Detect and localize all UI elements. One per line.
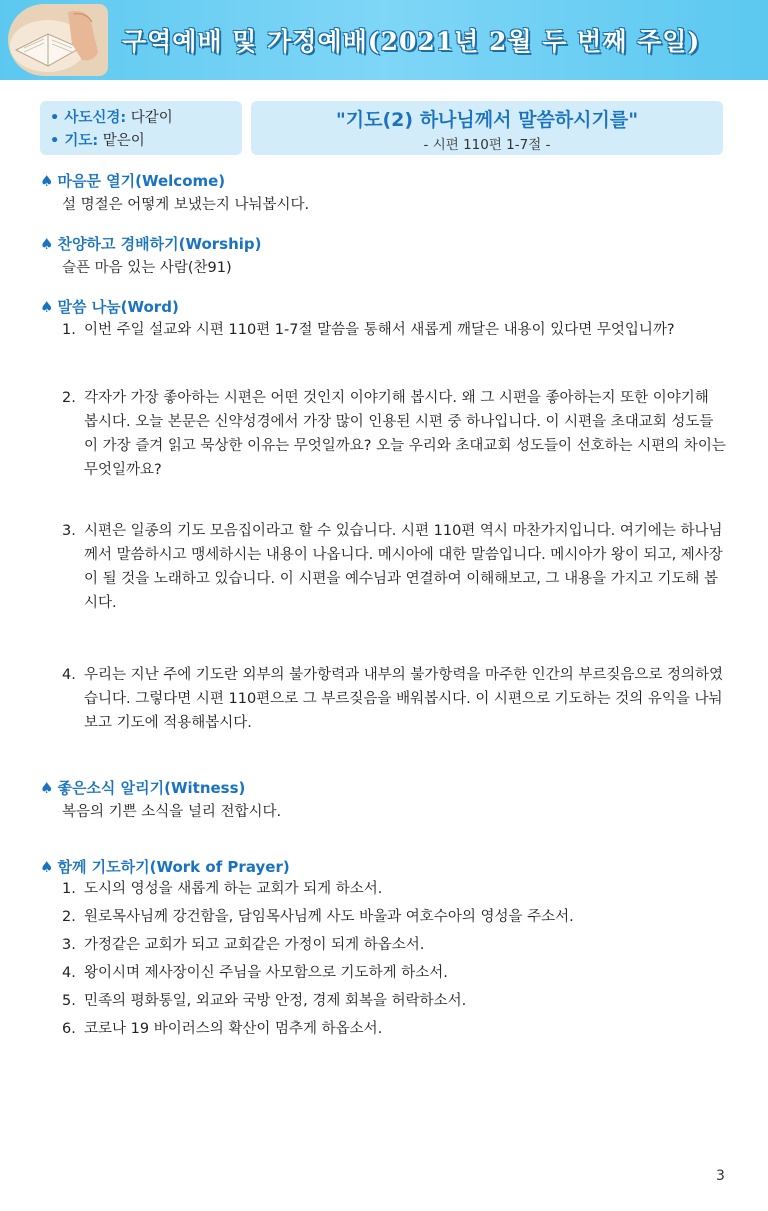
prayer-value: 맡은이: [102, 133, 145, 149]
section-word-heading: ♠ 말씀 나눔(Word): [40, 298, 179, 316]
prayer-line: [50, 129, 145, 150]
section-worship-heading: ♠ 찬양하고 경배하기(Worship): [40, 235, 262, 253]
word-question-1: 1. 이번 주일 설교와 시편 110편 1-7절 말씀을 통해서 새롭게 깨달은 내용이 있다면 무엇입니까?: [62, 322, 675, 338]
prayer-label: • 기도:: [50, 133, 99, 149]
page-number: 3: [716, 1168, 725, 1184]
spade-icon: ♠: [40, 172, 54, 190]
section-welcome-heading: ♠ 마음문 열기(Welcome): [40, 172, 226, 190]
section-worship-body: 슬픈 마음 있는 사람(찬91): [62, 260, 232, 276]
sermon-scripture: - 시편 110편 1-7절 -: [423, 137, 551, 153]
prayer-item-6: 6. 코로나 19 바이러스의 확산이 멈추게 하옵소서.: [62, 1021, 383, 1037]
prayer-item-2: 2. 원로목사님께 강건함을, 담임목사님께 사도 바울과 여호수아의 영성을 주소서.: [62, 909, 574, 925]
prayer-item-3: 3. 가정같은 교회가 되고 교회같은 가정이 되게 하옵소서.: [62, 937, 425, 953]
prayer-item-5: 5. 민족의 평화통일, 외교와 국방 안정, 경제 회복을 허락하소서.: [62, 993, 467, 1009]
creed-line: [50, 106, 173, 127]
page-title: 구역예배 및 가정예배(2021년 2월 두 번째 주일): [122, 27, 701, 56]
sermon-box: [251, 101, 723, 155]
bible-prayer-hands-icon: [8, 4, 108, 76]
header-banner: [0, 0, 768, 80]
section-prayer-heading: ♠ 함께 기도하기(Work of Prayer): [40, 858, 290, 876]
spade-icon: ♠: [40, 858, 54, 876]
prayer-item-4: 4. 왕이시며 제사장이신 주님을 사모함으로 기도하게 하소서.: [62, 965, 448, 981]
section-welcome-body: 설 명절은 어떻게 보냈는지 나눠봅시다.: [62, 197, 310, 213]
sermon-title: "기도(2) 하나님께서 말씀하시기를": [335, 109, 639, 131]
spade-icon: ♠: [40, 779, 54, 797]
word-question-4: 4. 우리는 지난 주에 기도란 외부의 불가항력과 내부의 불가항력을 마주한 인간의 부르짖음으로 정의하였습니다. 그렇다면 시편 110편으로 그 부르짖음을 배워봅시다. 이 시편으로 기도하는 것의 유익을 나눠보고 기도에 적용해봅시다.: [62, 667, 723, 731]
creed-label: • 사도신경:: [50, 110, 127, 126]
prayer-item-1: 1. 도시의 영성을 새롭게 하는 교회가 되게 하소서.: [62, 881, 383, 897]
section-witness-body: 복음의 기쁜 소식을 널리 전합시다.: [62, 804, 282, 820]
creed-value: 다같이: [130, 110, 173, 126]
section-witness-heading: ♠ 좋은소식 알리기(Witness): [40, 779, 246, 797]
spade-icon: ♠: [40, 298, 54, 316]
word-question-3: 3. 시편은 일종의 기도 모음집이라고 할 수 있습니다. 시편 110편 역시 마찬가지입니다. 여기에는 하나님께서 말씀하시고 맹세하시는 내용이 나옵니다. 메시아에 대한 말씀입니다. 메시아가 왕이 되고, 제사장이 될 것을 노래하고 있습니다. 이 시편을 예수님과 연결하여 이해해보고, 그 내용을 가지고 기도해 봅시다.: [62, 523, 723, 611]
word-question-2: 2. 각자가 가장 좋아하는 시편은 어떤 것인지 이야기해 봅시다. 왜 그 시편을 좋아하는지 또한 이야기해 봅시다. 오늘 본문은 신약성경에서 가장 많이 인용된 시편 중 하나입니다. 이 시편을 초대교회 성도들이 가장 즐겨 읽고 묵상한 이유는 무엇일까요? 오늘 우리와 초대교회 성도들이 선호하는 시편의 차이는 무엇일까요?: [62, 390, 726, 478]
worship-info-box: [40, 101, 242, 155]
spade-icon: ♠: [40, 235, 54, 253]
